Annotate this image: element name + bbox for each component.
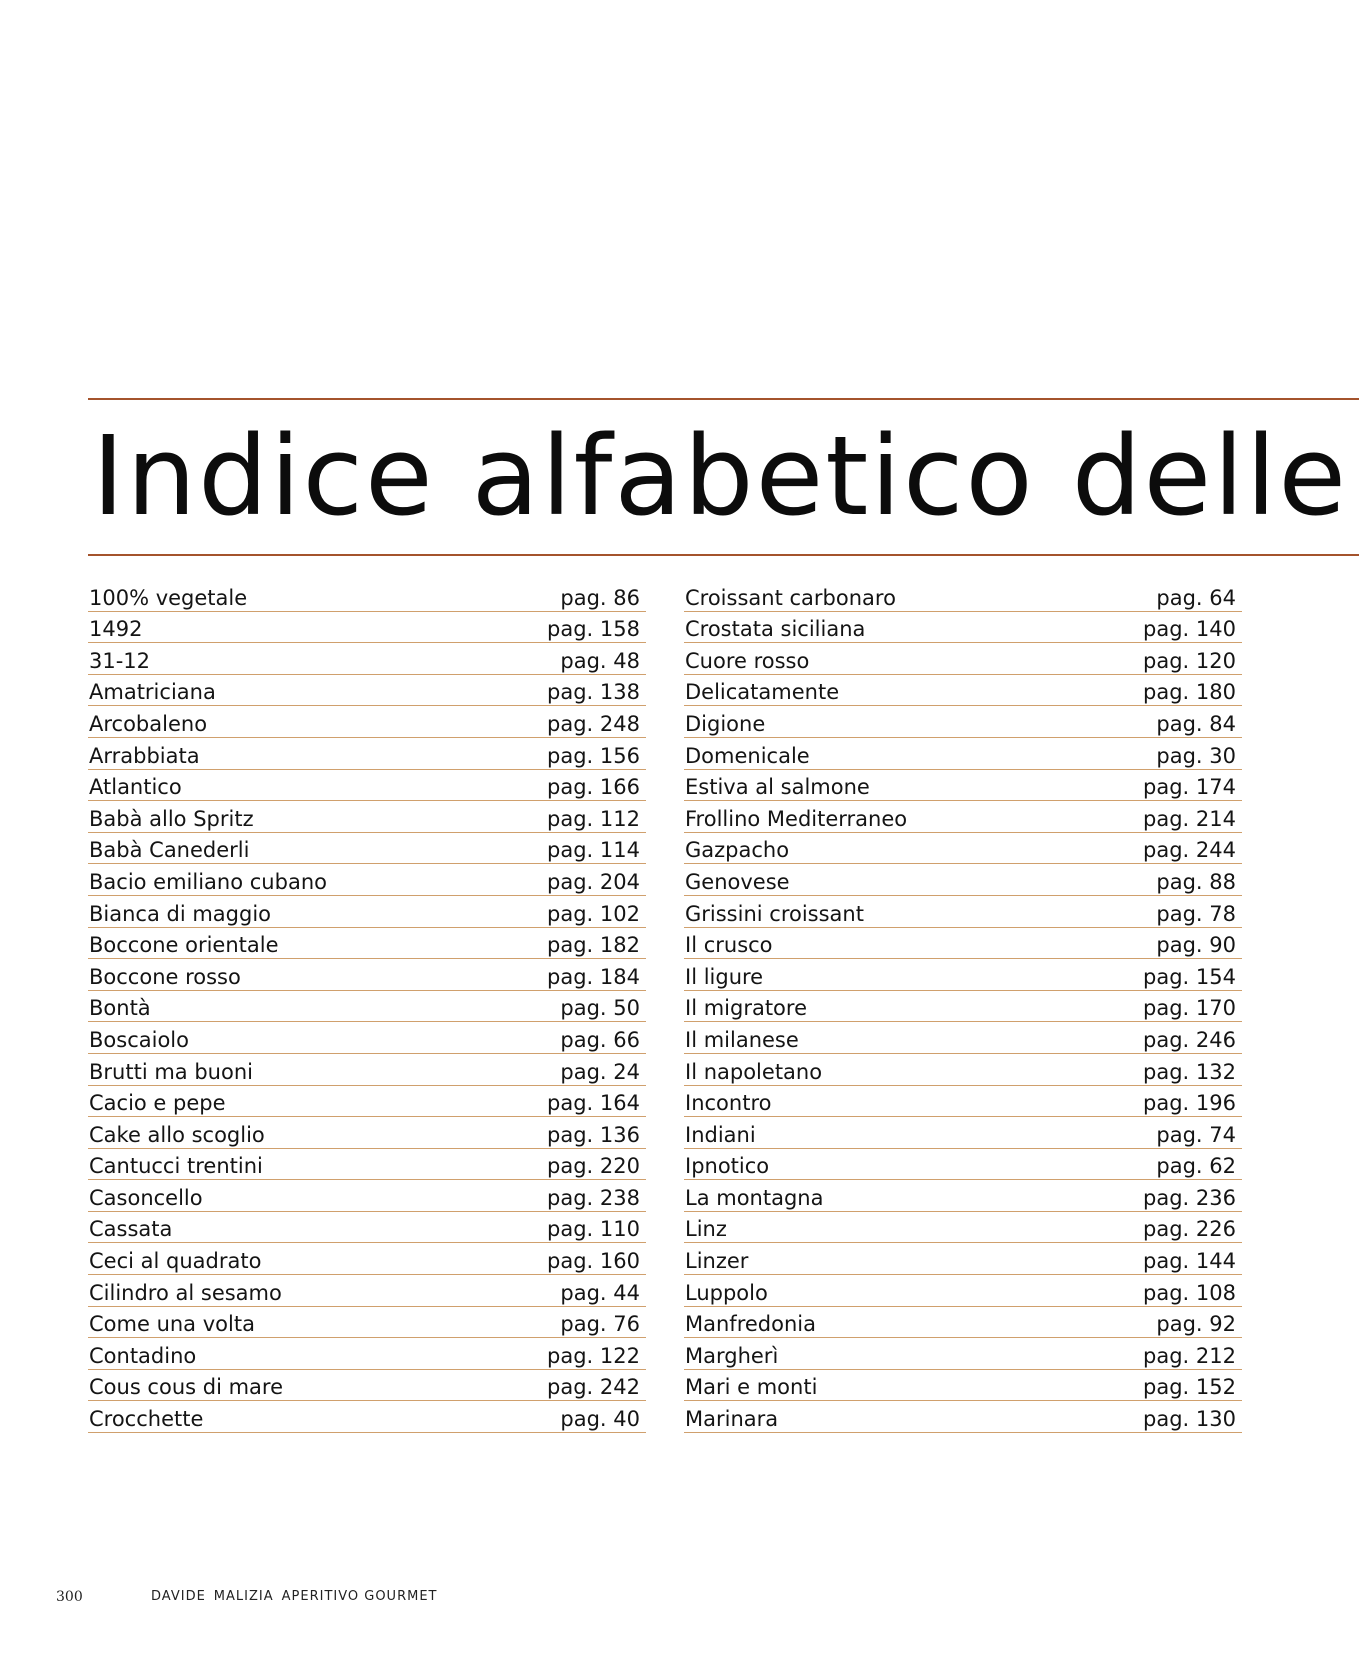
page-reference: pag. 30 <box>1156 743 1236 768</box>
recipe-name: Boccone rosso <box>89 964 241 989</box>
page-reference: pag. 184 <box>547 964 640 989</box>
index-entry <box>88 991 646 1023</box>
page-reference: pag. 84 <box>1156 711 1236 736</box>
index-entry <box>684 1022 1242 1054</box>
recipe-name: Il milanese <box>685 1027 799 1052</box>
index-column-right <box>684 580 1242 1433</box>
page-reference: pag. 76 <box>560 1312 640 1337</box>
recipe-name: 31-12 <box>89 648 151 673</box>
index-entry <box>684 959 1242 991</box>
page-reference: pag. 78 <box>1156 901 1236 926</box>
index-entry <box>88 612 646 644</box>
page-reference: pag. 152 <box>1143 1375 1236 1400</box>
index-entry <box>88 1338 646 1370</box>
page-reference: pag. 48 <box>560 648 640 673</box>
page-reference: pag. 66 <box>560 1027 640 1052</box>
page-reference: pag. 174 <box>1143 775 1236 800</box>
recipe-name: Linzer <box>685 1249 749 1274</box>
recipe-name: Crostata siciliana <box>685 617 866 642</box>
index-entry <box>88 1180 646 1212</box>
index-entry <box>684 1401 1242 1433</box>
page-reference: pag. 90 <box>1156 933 1236 958</box>
page-reference: pag. 144 <box>1143 1249 1236 1274</box>
page-reference: pag. 244 <box>1143 838 1236 863</box>
index-entry <box>684 1149 1242 1181</box>
index-entry <box>684 643 1242 675</box>
page-reference: pag. 154 <box>1143 964 1236 989</box>
recipe-name: Ceci al quadrato <box>89 1249 262 1274</box>
recipe-name: Ipnotico <box>685 1154 770 1179</box>
page-reference: pag. 248 <box>547 711 640 736</box>
recipe-name: Casoncello <box>89 1185 203 1210</box>
index-entry <box>684 1180 1242 1212</box>
index-entry <box>88 864 646 896</box>
page-reference: pag. 108 <box>1143 1280 1236 1305</box>
recipe-name: Frollino Mediterraneo <box>685 806 908 831</box>
recipe-name: Il migratore <box>685 996 808 1021</box>
page-reference: pag. 140 <box>1143 617 1236 642</box>
recipe-name: Mari e monti <box>685 1375 818 1400</box>
recipe-name: Margherì <box>685 1343 779 1368</box>
recipe-name: Come una volta <box>89 1312 255 1337</box>
recipe-name: Contadino <box>89 1343 197 1368</box>
page-reference: pag. 196 <box>1143 1091 1236 1116</box>
page-reference: pag. 236 <box>1143 1185 1236 1210</box>
page-reference: pag. 214 <box>1143 806 1236 831</box>
index-entry <box>88 1022 646 1054</box>
recipe-name: 100% vegetale <box>89 585 248 610</box>
page-reference: pag. 50 <box>560 996 640 1021</box>
index-entry <box>88 1401 646 1433</box>
recipe-name: Babà allo Spritz <box>89 806 254 831</box>
index-entry <box>684 1307 1242 1339</box>
recipe-name: Linz <box>685 1217 727 1242</box>
running-footer <box>151 1588 445 1606</box>
recipe-name: Atlantico <box>89 775 182 800</box>
recipe-name: Arrabbiata <box>89 743 200 768</box>
index-entry <box>88 1243 646 1275</box>
recipe-name: Cous cous di mare <box>89 1375 284 1400</box>
page-reference: pag. 120 <box>1143 648 1236 673</box>
recipe-name: Luppolo <box>685 1280 768 1305</box>
page-reference: pag. 92 <box>1156 1312 1236 1337</box>
page-reference: pag. 62 <box>1156 1154 1236 1179</box>
index-entry <box>88 1054 646 1086</box>
recipe-name: Incontro <box>685 1091 772 1116</box>
recipe-name: Il crusco <box>685 933 773 958</box>
index-entry <box>684 738 1242 770</box>
index-entry <box>684 1212 1242 1244</box>
page-reference: pag. 158 <box>547 617 640 642</box>
index-entry <box>684 770 1242 802</box>
index-entry <box>684 1086 1242 1118</box>
page-reference: pag. 226 <box>1143 1217 1236 1242</box>
index-entry <box>684 580 1242 612</box>
index-entry <box>88 959 646 991</box>
index-entry <box>88 833 646 865</box>
index-entry <box>684 1054 1242 1086</box>
recipe-name: Croissant carbonaro <box>685 585 896 610</box>
recipe-name: 1492 <box>89 617 143 642</box>
recipe-name: Bontà <box>89 996 151 1021</box>
author-first-name: DAVIDE <box>151 1589 206 1604</box>
page-reference: pag. 238 <box>547 1185 640 1210</box>
recipe-name: Grissini croissant <box>685 901 864 926</box>
recipe-name: Il ligure <box>685 964 764 989</box>
recipe-name: Cake allo scoglio <box>89 1122 265 1147</box>
recipe-name: Indiani <box>685 1122 756 1147</box>
page-reference: pag. 114 <box>547 838 640 863</box>
recipe-name: Cassata <box>89 1217 173 1242</box>
page-reference: pag. 204 <box>547 869 640 894</box>
page-reference: pag. 40 <box>560 1407 640 1432</box>
page-reference: pag. 182 <box>547 933 640 958</box>
recipe-name: Domenicale <box>685 743 810 768</box>
recipe-name: Bianca di maggio <box>89 901 272 926</box>
recipe-name: Bacio emiliano cubano <box>89 869 327 894</box>
page-reference: pag. 136 <box>547 1122 640 1147</box>
recipe-name: Cacio e pepe <box>89 1091 226 1116</box>
index-entry <box>88 706 646 738</box>
index-entry <box>88 1370 646 1402</box>
page-reference: pag. 44 <box>560 1280 640 1305</box>
page-reference: pag. 212 <box>1143 1343 1236 1368</box>
recipe-name: Delicatamente <box>685 680 840 705</box>
title-bottom-rule <box>88 554 1359 556</box>
recipe-name: Estiva al salmone <box>685 775 870 800</box>
index-entry <box>684 675 1242 707</box>
book-title: APERITIVO GOURMET <box>281 1589 438 1604</box>
recipe-name: Cantucci trentini <box>89 1154 263 1179</box>
recipe-name: Boccone orientale <box>89 933 279 958</box>
recipe-name: Brutti ma buoni <box>89 1059 253 1084</box>
index-entry <box>88 1275 646 1307</box>
page-reference: pag. 138 <box>547 680 640 705</box>
page-reference: pag. 74 <box>1156 1122 1236 1147</box>
page-reference: pag. 132 <box>1143 1059 1236 1084</box>
page-reference: pag. 88 <box>1156 869 1236 894</box>
page-reference: pag. 64 <box>1156 585 1236 610</box>
page-reference: pag. 130 <box>1143 1407 1236 1432</box>
recipe-name: Boscaiolo <box>89 1027 189 1052</box>
index-entry <box>684 864 1242 896</box>
index-entry <box>88 1117 646 1149</box>
index-entry <box>88 1086 646 1118</box>
page-number: 300 <box>56 1589 83 1605</box>
index-entry <box>684 991 1242 1023</box>
recipe-name: Cilindro al sesamo <box>89 1280 282 1305</box>
index-entry <box>684 1338 1242 1370</box>
recipe-name: Babà Canederli <box>89 838 250 863</box>
recipe-name: Marinara <box>685 1407 779 1432</box>
page-reference: pag. 246 <box>1143 1027 1236 1052</box>
recipe-name: Cuore rosso <box>685 648 810 673</box>
page-reference: pag. 170 <box>1143 996 1236 1021</box>
index-entry <box>684 1275 1242 1307</box>
index-entry <box>684 706 1242 738</box>
index-entry <box>684 801 1242 833</box>
index-column-left <box>88 580 646 1433</box>
index-entry <box>684 928 1242 960</box>
recipe-name: Gazpacho <box>685 838 790 863</box>
recipe-name: Il napoletano <box>685 1059 823 1084</box>
page-reference: pag. 242 <box>547 1375 640 1400</box>
page-reference: pag. 110 <box>547 1217 640 1242</box>
recipe-name: Manfredonia <box>685 1312 816 1337</box>
index-entry <box>684 896 1242 928</box>
page-reference: pag. 180 <box>1143 680 1236 705</box>
page-title: Indice alfabetico delle <box>92 412 1348 540</box>
recipe-name: Crocchette <box>89 1407 204 1432</box>
recipe-name: Digione <box>685 711 766 736</box>
index-entry <box>88 770 646 802</box>
index-entry <box>88 1307 646 1339</box>
page-reference: pag. 86 <box>560 585 640 610</box>
index-entry <box>88 675 646 707</box>
recipe-name: Genovese <box>685 869 790 894</box>
recipe-name: Arcobaleno <box>89 711 208 736</box>
index-entry <box>88 738 646 770</box>
index-entry <box>88 801 646 833</box>
page-reference: pag. 122 <box>547 1343 640 1368</box>
index-entry <box>88 928 646 960</box>
index-entry <box>684 1370 1242 1402</box>
page-reference: pag. 160 <box>547 1249 640 1274</box>
index-entry <box>88 1149 646 1181</box>
index-entry <box>684 833 1242 865</box>
page-reference: pag. 220 <box>547 1154 640 1179</box>
page-reference: pag. 156 <box>547 743 640 768</box>
page-reference: pag. 102 <box>547 901 640 926</box>
index-entry <box>88 1212 646 1244</box>
index-entry <box>88 643 646 675</box>
index-entry <box>684 1243 1242 1275</box>
page-reference: pag. 164 <box>547 1091 640 1116</box>
index-entry <box>684 612 1242 644</box>
index-entry <box>88 580 646 612</box>
index-entry <box>684 1117 1242 1149</box>
page-reference: pag. 112 <box>547 806 640 831</box>
author-last-name: MALIZIA <box>213 1589 274 1604</box>
recipe-name: Amatriciana <box>89 680 216 705</box>
page-reference: pag. 166 <box>547 775 640 800</box>
recipe-name: La montagna <box>685 1185 824 1210</box>
index-entry <box>88 896 646 928</box>
page-reference: pag. 24 <box>560 1059 640 1084</box>
